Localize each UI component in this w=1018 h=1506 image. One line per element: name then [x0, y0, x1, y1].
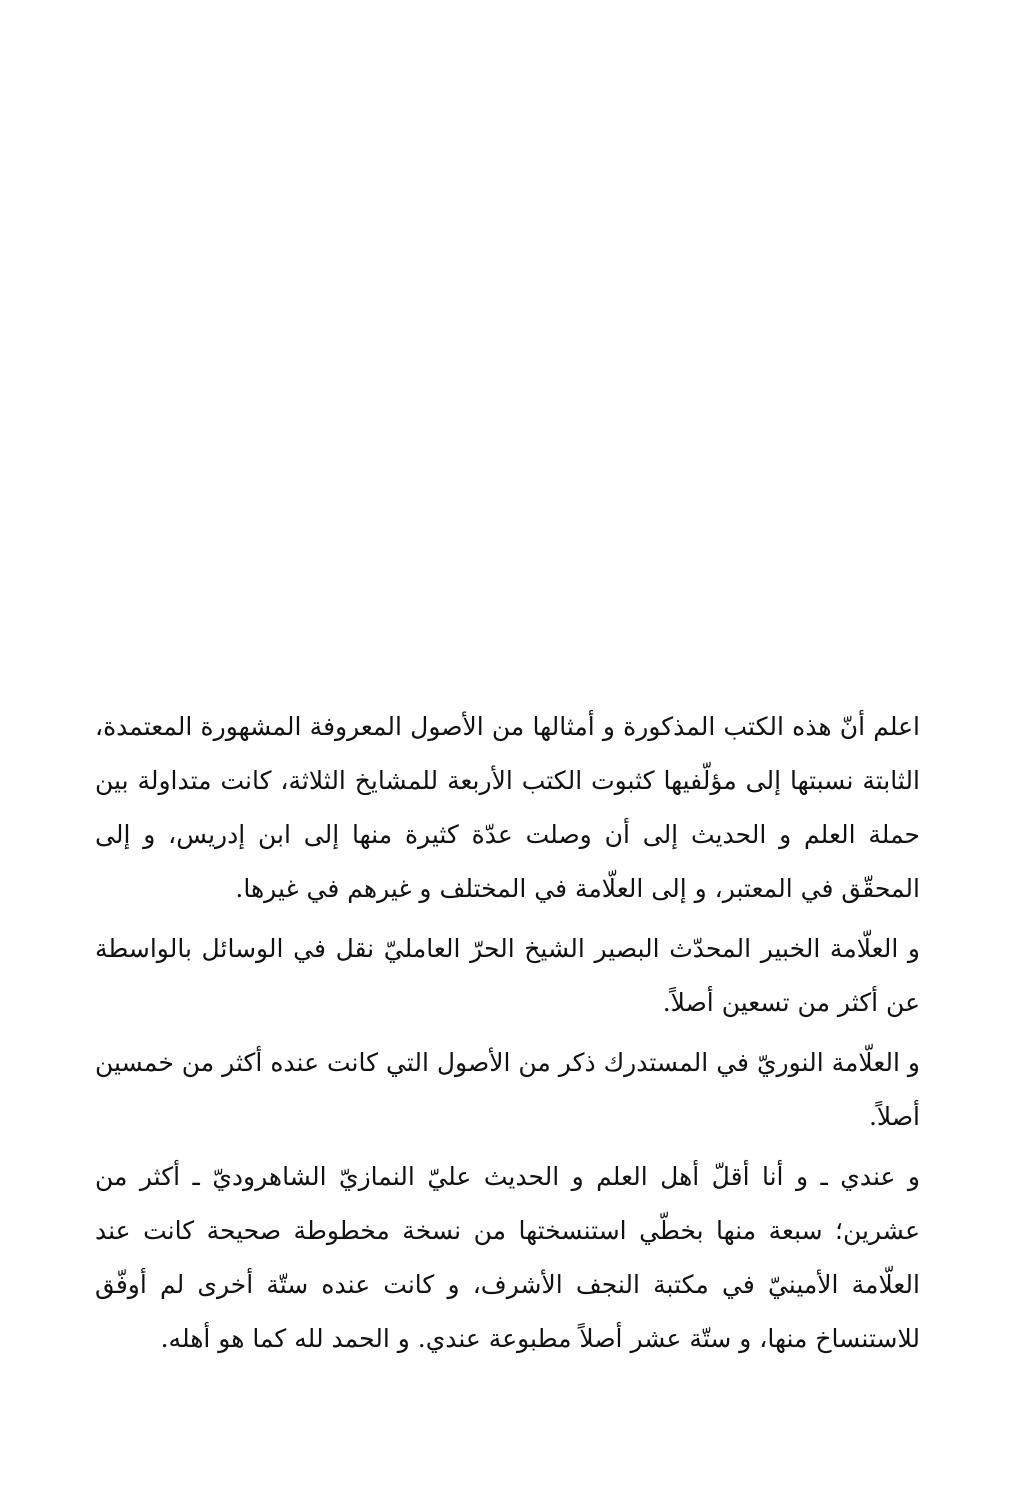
paragraph-2: و العلّامة الخبير المحدّث البصير الشيخ الحرّ العامليّ نقل في الوسائل بالواسطة عن أكثر من تسعين أصلاً.	[95, 934, 920, 1017]
paragraph-4: و عندي ـ و أنا أقلّ أهل العلم و الحديث عليّ النمازيّ الشاهروديّ ـ أكثر من عشرين؛ سبعة منها بخطّي استنسختها من نسخة مخطوطة صحيحة كانت عند العلّامة الأمينيّ في مكتبة النجف الأشرف، و كانت عنده ستّة أخرى لم أوفّق للاستنساخ منها، و ستّة عشر أصلاً مطبوعة عندي. و الحمد لله كما هو أهله.	[95, 1162, 920, 1353]
paragraph-3: و العلّامة النوريّ في المستدرك ذكر من الأصول التي كانت عنده أكثر من خمسين أصلاً.	[95, 1048, 920, 1131]
paragraph-1: اعلم أنّ هذه الكتب المذكورة و أمثالها من الأصول المعروفة المشهورة المعتمدة، الثابتة نسبتها إلى مؤلّفيها كثبوت الكتب الأربعة للمشايخ الثلاثة، كانت متداولة بين حملة العلم و الحديث إلى أن وصلت عدّة كثيرة منها إلى ابن إدريس، و إلى المحقّق في المعتبر، و إلى العلّامة في المختلف و غيرهم في غيرها.	[95, 712, 920, 903]
body-text	[95, 700, 920, 1372]
